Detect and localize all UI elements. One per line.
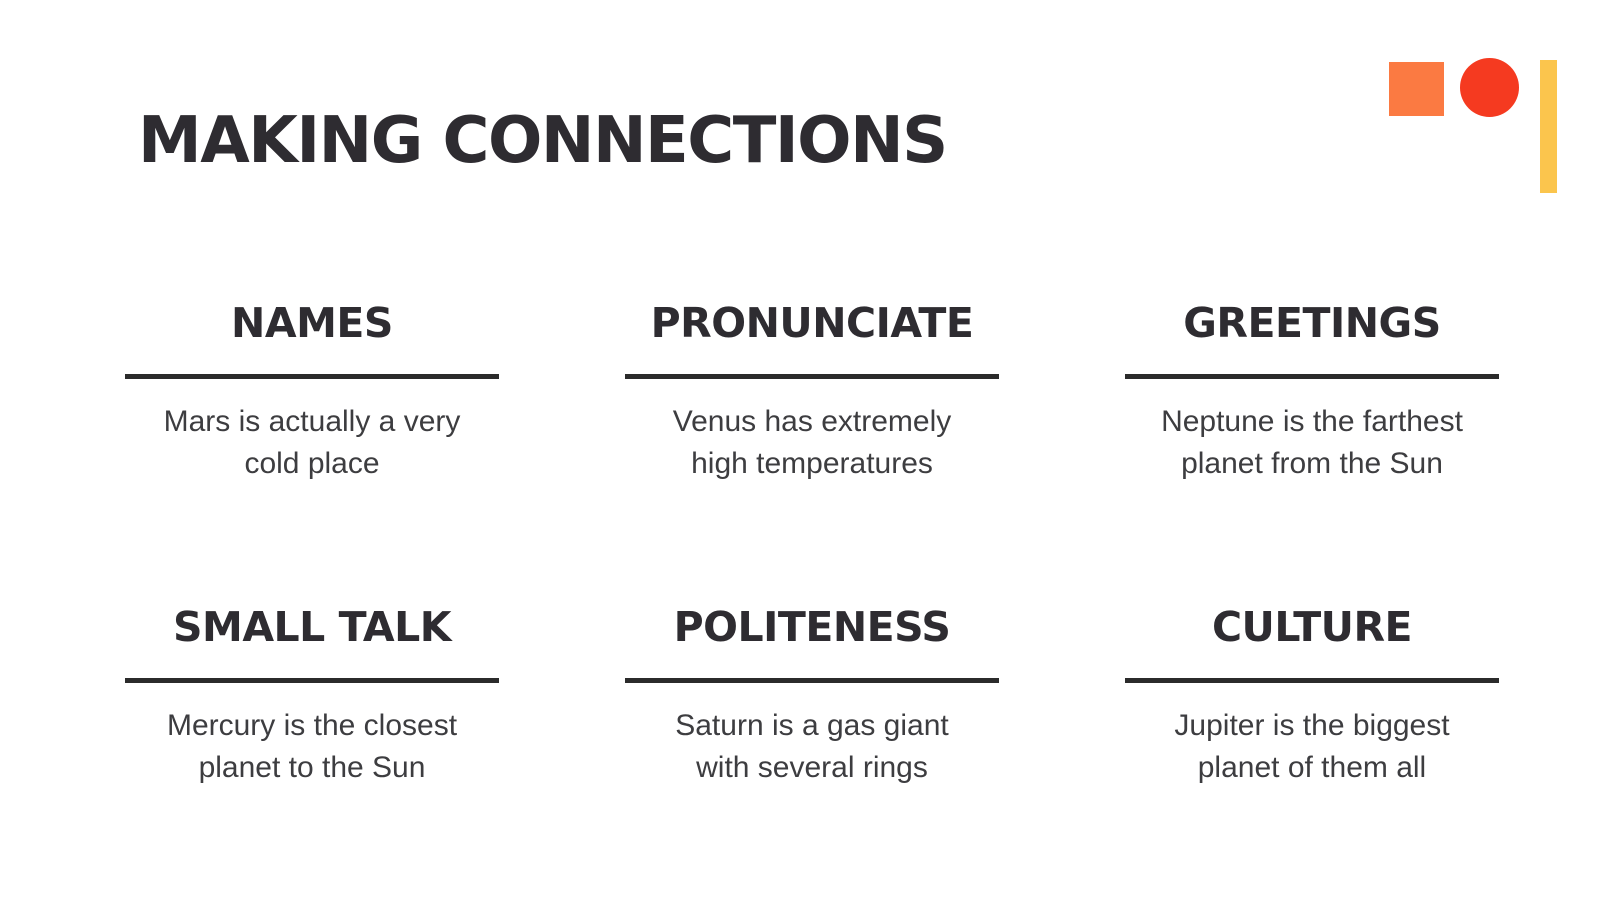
section-heading: CULTURE [1211,603,1413,651]
section-body [1062,705,1562,789]
section-underline [625,374,999,379]
orange-square-decoration [1389,62,1444,116]
section-body [62,705,562,789]
section-underline [125,374,499,379]
section-body-line: high temperatures [691,447,933,480]
section-body-line: Neptune is the farthest [1161,405,1463,438]
section-small-talk [62,602,562,789]
section-body-line: Mars is actually a very [163,405,461,438]
section-heading: POLITENESS [673,603,951,651]
section-body-line: Jupiter is the biggest [1174,709,1450,742]
section-body [62,401,562,485]
section-pronunciate [562,298,1062,485]
section-body-line: with several rings [696,751,928,784]
section-politeness [562,602,1062,789]
section-culture [1062,602,1562,789]
section-heading: GREETINGS [1183,299,1441,347]
section-underline [1125,374,1499,379]
section-body [562,705,1062,789]
section-body-line: cold place [244,447,380,480]
section-greetings [1062,298,1562,485]
section-body [562,401,1062,485]
section-body [1062,401,1562,485]
section-names [62,298,562,485]
section-heading: PRONUNCIATE [650,299,974,347]
section-underline [125,678,499,683]
section-underline [625,678,999,683]
section-body-line: planet from the Sun [1181,447,1443,480]
red-circle-decoration [1460,58,1519,117]
sections-grid [62,298,1562,789]
section-body-line: Venus has extremely [672,405,952,438]
section-body-line: Mercury is the closest [166,709,458,742]
section-body-line: planet to the Sun [198,751,426,784]
section-body-line: planet of them all [1197,751,1427,784]
slide-title: MAKING CONNECTIONS [138,104,947,178]
yellow-bar-decoration [1540,60,1557,193]
section-body-line: Saturn is a gas giant [675,709,949,742]
section-heading: SMALL TALK [173,603,451,651]
section-heading: NAMES [231,299,393,347]
section-underline [1125,678,1499,683]
